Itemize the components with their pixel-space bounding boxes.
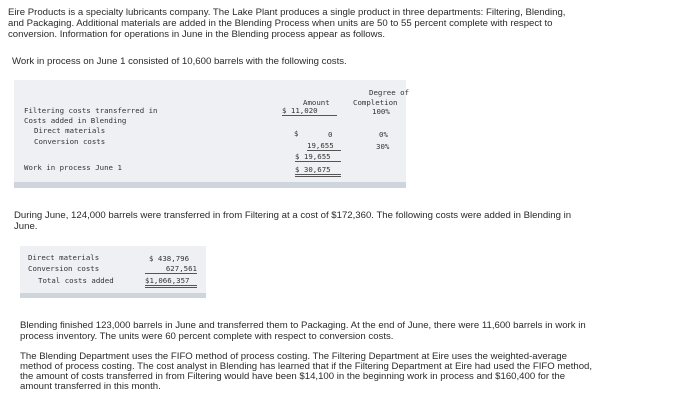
finished-line-2: process inventory. The units were 60 percent complete with respect to conversion costs. [20,331,394,342]
pct-conv: 30% [376,142,390,151]
amount-filtering: $ 11,020 [282,106,337,116]
fifo-line-2: method of process costing. The cost analyst in Blending has learned that if the Filtering Department at Eire had used the FIFO method, [20,361,593,372]
pct-dm: 0% [379,130,388,139]
t2-conversion-value: 627,561 [145,264,197,274]
row-filtering-label: Filtering costs transferred in [24,106,158,115]
row-costs-added-label: Costs added in Blending [24,116,127,125]
header-amount: Amount [303,98,330,107]
t2-total-label: Total costs added [38,276,114,285]
header-degree-1: Degree of [369,88,410,97]
dm-value: 0 [328,130,333,139]
intro-line-1: Eire Products is a specialty lubricants company. The Lake Plant produces a single product in three departments: Filtering, Blending, [8,7,566,18]
subtotal: $ 19,655 [295,152,341,162]
table-divider [14,182,406,188]
fifo-line-1: The Blending Department uses the FIFO method of process costing. The Filtering Department at Eire uses the weighted-average [20,351,567,362]
june-line-2: June. [14,221,38,232]
fifo-line-3: the amount of costs transferred in from Filtering would have been $14,100 in the beginning work in process and $160,400 for the [20,371,566,382]
total: $ 30,675 [295,165,341,177]
fifo-line-4: amount transferred in this month. [20,381,161,392]
dm-dollar: $ [294,129,299,138]
row-wip-label: Work in process June 1 [24,163,122,172]
header-degree-2: Completion [353,98,398,107]
finished-line-1: Blending finished 123,000 barrels in June and transferred them to Packaging. At the end of June, there were 11,600 barrels in work in [20,320,586,331]
conv-value: 19,655 [307,141,341,151]
t2-conversion-label: Conversion costs [28,264,100,273]
intro-line-2: and Packaging. Additional materials are added in the Blending Process when units are 50 to 55 percent complete with respect to [8,18,553,29]
row-conversion-label: Conversion costs [34,137,106,146]
intro-line-3: conversion. Information for operations in June in the Blending process appear as follows. [8,29,386,40]
row-direct-label: Direct materials [34,126,106,135]
t2-direct-label: Direct materials [28,253,100,262]
t2-total-value: $1,066,357 [145,276,197,288]
pct-filtering: 100% [372,107,390,116]
june-line-1: During June, 124,000 barrels were transferred in from Filtering at a cost of $172,360. The following costs were added in Blending in [14,210,572,221]
t2-direct-value: $ 438,796 [149,254,190,263]
wip-statement: Work in process on June 1 consisted of 10,600 barrels with the following costs. [12,56,347,67]
table2-divider [20,293,206,298]
